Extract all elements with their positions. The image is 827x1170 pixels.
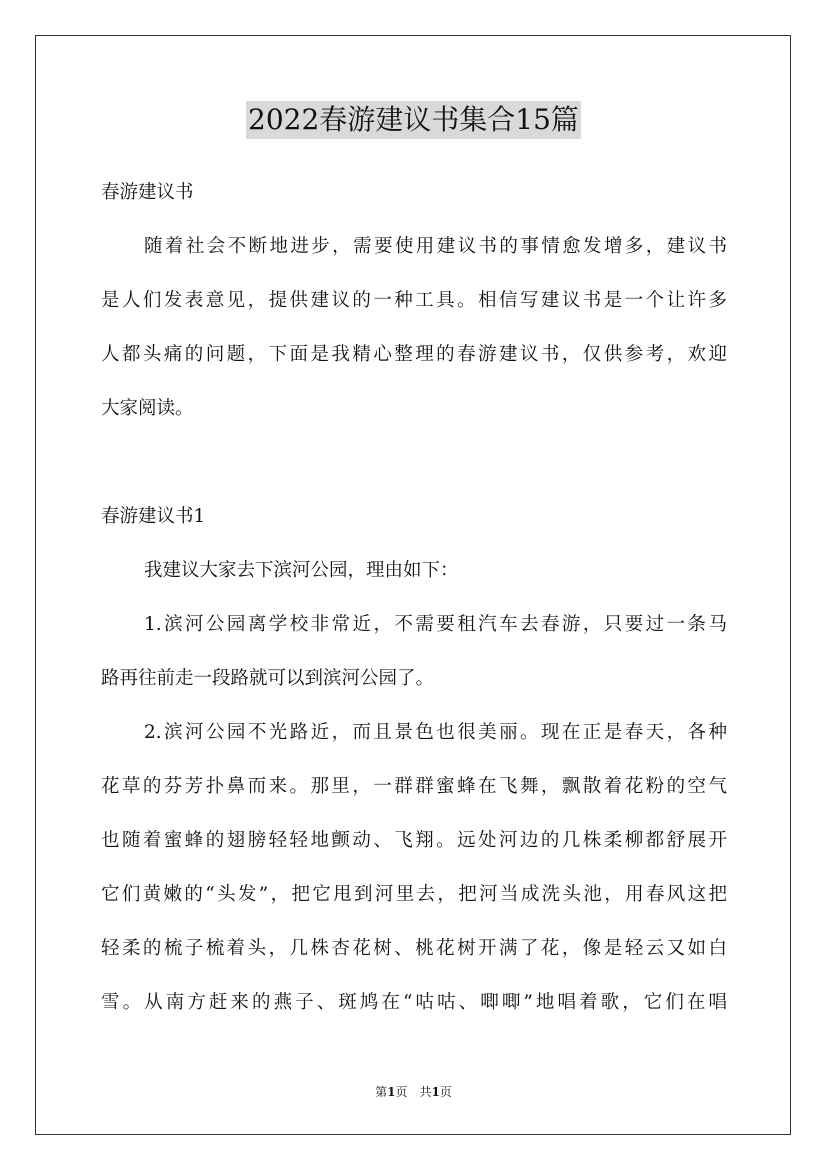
paragraph-line: 随着社会不断地进步，需要使用建议书的事情愈发增多，建议书 <box>144 236 727 257</box>
footer-prefix: 第 <box>375 1085 388 1099</box>
footer-suffix: 页 <box>439 1085 452 1099</box>
paragraph-line: 也随着蜜蜂的翅膀轻轻地颤动、飞翔。远处河边的几株柔柳都舒展开 <box>101 830 727 851</box>
title-container <box>0 101 827 139</box>
document-title: 2022春游建议书集合15篇 <box>246 101 581 139</box>
page-footer <box>0 1084 827 1100</box>
paragraph-line: 它们黄嫩的“头发”，把它甩到河里去，把河当成洗头池，用春风这把 <box>101 884 727 905</box>
paragraph-line: 大家阅读。 <box>101 398 194 419</box>
paragraph-line: 轻柔的梳子梳着头，几株杏花树、桃花树开满了花，像是轻云又如白 <box>101 938 727 959</box>
total-page-number: 1 <box>431 1085 440 1099</box>
section-heading: 春游建议书1 <box>101 506 206 527</box>
paragraph-line: 花草的芬芳扑鼻而来。那里，一群群蜜蜂在飞舞，飘散着花粉的空气 <box>101 776 727 797</box>
current-page-number: 1 <box>387 1085 396 1099</box>
paragraph-line: 路再往前走一段路就可以到滨河公园了。 <box>101 668 435 689</box>
paragraph-line: 2.滨河公园不光路近，而且景色也很美丽。现在正是春天，各种 <box>144 722 727 743</box>
footer-mid: 页 共 <box>395 1085 432 1099</box>
paragraph-line: 是人们发表意见，提供建议的一种工具。相信写建议书是一个让许多 <box>101 290 727 311</box>
paragraph-line: 我建议大家去下滨河公园，理由如下： <box>144 560 459 581</box>
section-heading: 春游建议书 <box>101 182 194 203</box>
paragraph-line: 1.滨河公园离学校非常近，不需要租汽车去春游，只要过一条马 <box>144 614 727 635</box>
paragraph-line: 人都头痛的问题，下面是我精心整理的春游建议书，仅供参考，欢迎 <box>101 344 727 365</box>
paragraph-line: 雪。从南方赶来的燕子、斑鸠在“咕咕、唧唧”地唱着歌，它们在唱 <box>101 992 727 1013</box>
